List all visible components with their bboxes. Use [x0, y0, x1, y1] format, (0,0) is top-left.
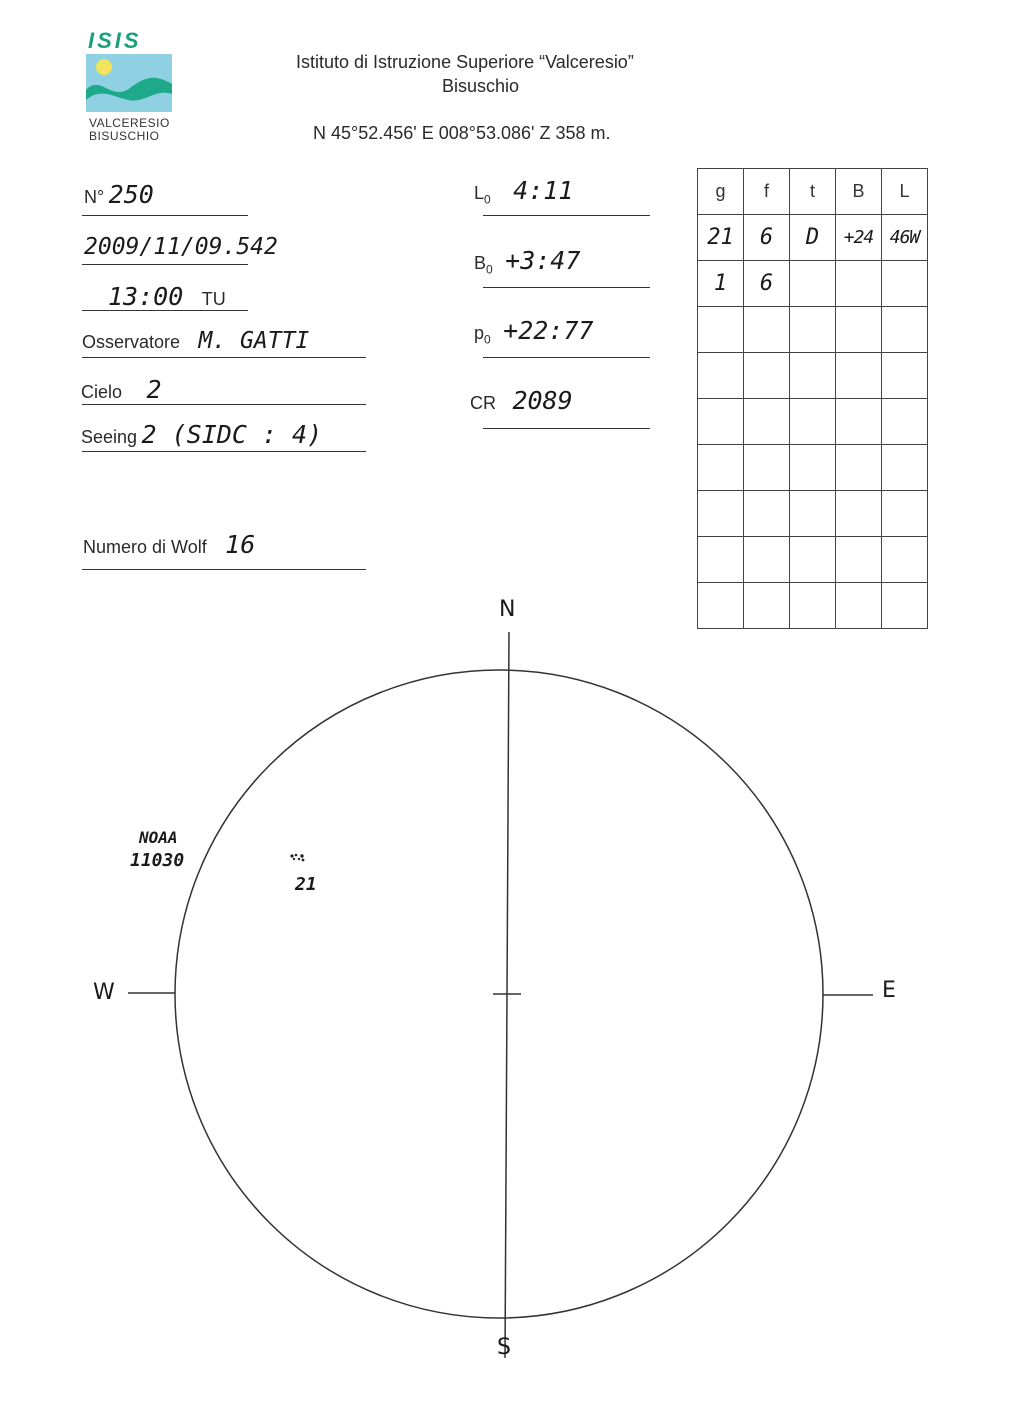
solar-disk-drawing — [0, 580, 1024, 1370]
table-row — [698, 307, 928, 353]
table-row — [698, 537, 928, 583]
table-cell — [882, 261, 928, 307]
table-cell: 46W — [882, 215, 928, 261]
school-logo — [86, 54, 172, 112]
table-cell: 6 — [744, 215, 790, 261]
p0-label: $p_0$ — [474, 323, 491, 347]
wolf-label: Numero di Wolf — [83, 537, 207, 557]
logo-caption-line2: BISUSCHIO — [89, 129, 160, 143]
number-rule — [82, 215, 248, 216]
east-label: E — [882, 978, 896, 1003]
header-b: B — [836, 169, 882, 215]
table-row — [698, 261, 928, 307]
table-cell — [882, 307, 928, 353]
table-cell — [744, 353, 790, 399]
wolf-field — [83, 530, 255, 559]
number-value: 250 — [108, 180, 154, 209]
observer-label: Osservatore — [82, 332, 181, 352]
table-cell — [744, 537, 790, 583]
logo-wordmark: ISIS — [88, 28, 142, 53]
logo-graphic — [86, 54, 172, 112]
table-cell — [882, 445, 928, 491]
region-label-line2: 11030 — [130, 850, 185, 871]
table-header-row — [698, 169, 928, 215]
b0-rule — [483, 287, 650, 288]
sunspot-groups-table — [697, 168, 928, 629]
region-label-line1: NOAA — [139, 828, 178, 847]
table-cell: +24 — [836, 215, 882, 261]
seeing-value: 2 (SIDC : 4) — [141, 420, 323, 449]
sunspot — [298, 858, 300, 860]
b0-value: +3:47 — [505, 246, 581, 275]
l0-value: 4:11 — [513, 176, 574, 205]
p0-subscript: 0 — [484, 332, 491, 347]
table-cell — [790, 537, 836, 583]
cr-field — [470, 386, 573, 415]
table-cell — [836, 307, 882, 353]
table-cell — [698, 445, 744, 491]
b0-label: $B_0$ — [474, 253, 493, 277]
table-cell — [836, 491, 882, 537]
table-cell — [836, 537, 882, 583]
table-cell — [744, 307, 790, 353]
cr-label: CR — [470, 393, 496, 413]
table-row — [698, 491, 928, 537]
west-label: W — [93, 980, 115, 1005]
table-cell — [698, 491, 744, 537]
l0-label: $L_0$ — [474, 183, 491, 207]
table-cell: 21 — [698, 215, 744, 261]
table-cell: 1 — [698, 261, 744, 307]
table-cell — [836, 445, 882, 491]
header-t: t — [790, 169, 836, 215]
sunspot — [295, 854, 298, 857]
sky-field — [81, 375, 162, 404]
observatory-coordinates: N 45°52.456' E 008°53.086' Z 358 m. — [313, 123, 611, 143]
sunspot — [293, 858, 295, 860]
sunspot-group-21 — [290, 854, 304, 862]
logo-caption-line1: VALCERESIO — [89, 116, 170, 130]
header-f: f — [744, 169, 790, 215]
l0-field — [474, 176, 573, 207]
sky-label: Cielo — [81, 382, 123, 402]
sky-rule — [82, 404, 366, 405]
north-south-axis — [505, 632, 509, 1358]
table-row — [698, 399, 928, 445]
institute-name: Istituto di Istruzione Superiore “Valceresio” — [296, 52, 634, 72]
table-cell — [744, 491, 790, 537]
sunspot — [300, 854, 303, 857]
time-value: 13:00 — [108, 282, 184, 311]
table-cell — [836, 261, 882, 307]
sunspot — [290, 854, 293, 857]
header-g: g — [698, 169, 744, 215]
b0-field — [474, 246, 580, 277]
table-cell — [698, 537, 744, 583]
table-cell — [882, 353, 928, 399]
table-cell: D — [790, 215, 836, 261]
p0-value: +22:77 — [503, 316, 594, 345]
l0-rule — [483, 215, 650, 216]
table-row — [698, 215, 928, 261]
time-field — [108, 282, 226, 311]
table-cell — [790, 399, 836, 445]
p0-field — [474, 316, 593, 347]
table-cell — [836, 399, 882, 445]
observer-rule — [82, 357, 366, 358]
table-cell — [882, 491, 928, 537]
sky-value: 2 — [146, 375, 162, 404]
table-cell — [790, 261, 836, 307]
number-field — [84, 180, 154, 209]
table-cell — [790, 307, 836, 353]
table-cell — [790, 445, 836, 491]
group-label: 21 — [295, 874, 317, 895]
time-rule — [82, 310, 248, 311]
observer-field — [82, 328, 309, 354]
table-cell — [790, 491, 836, 537]
sun-icon — [96, 59, 112, 75]
table-cell — [790, 353, 836, 399]
header-l: L — [882, 169, 928, 215]
number-label: N° — [84, 187, 105, 207]
table-cell: 6 — [744, 261, 790, 307]
l0-subscript: 0 — [484, 192, 491, 207]
institute-town: Bisuschio — [442, 76, 520, 96]
table-cell — [882, 537, 928, 583]
table-row — [698, 445, 928, 491]
table-cell — [836, 353, 882, 399]
table-cell — [698, 307, 744, 353]
date-value: 2009/11/09.542 — [84, 234, 278, 260]
seeing-label: Seeing — [81, 427, 138, 447]
seeing-field — [81, 420, 322, 449]
sunspot — [302, 859, 305, 862]
table-cell — [698, 399, 744, 445]
north-label: N — [499, 597, 516, 622]
b0-subscript: 0 — [486, 262, 493, 277]
time-unit: TU — [201, 289, 226, 309]
wolf-rule — [82, 569, 366, 570]
table-cell — [744, 445, 790, 491]
observer-value: M. GATTI — [198, 328, 310, 354]
p0-rule — [483, 357, 650, 358]
table-cell — [744, 399, 790, 445]
cr-rule — [483, 428, 650, 429]
table-cell — [882, 399, 928, 445]
cr-value: 2089 — [512, 386, 573, 415]
south-label: S — [497, 1335, 511, 1360]
seeing-rule — [82, 451, 366, 452]
date-rule — [82, 264, 248, 265]
table-cell — [698, 353, 744, 399]
table-row — [698, 353, 928, 399]
wolf-value: 16 — [225, 530, 256, 559]
